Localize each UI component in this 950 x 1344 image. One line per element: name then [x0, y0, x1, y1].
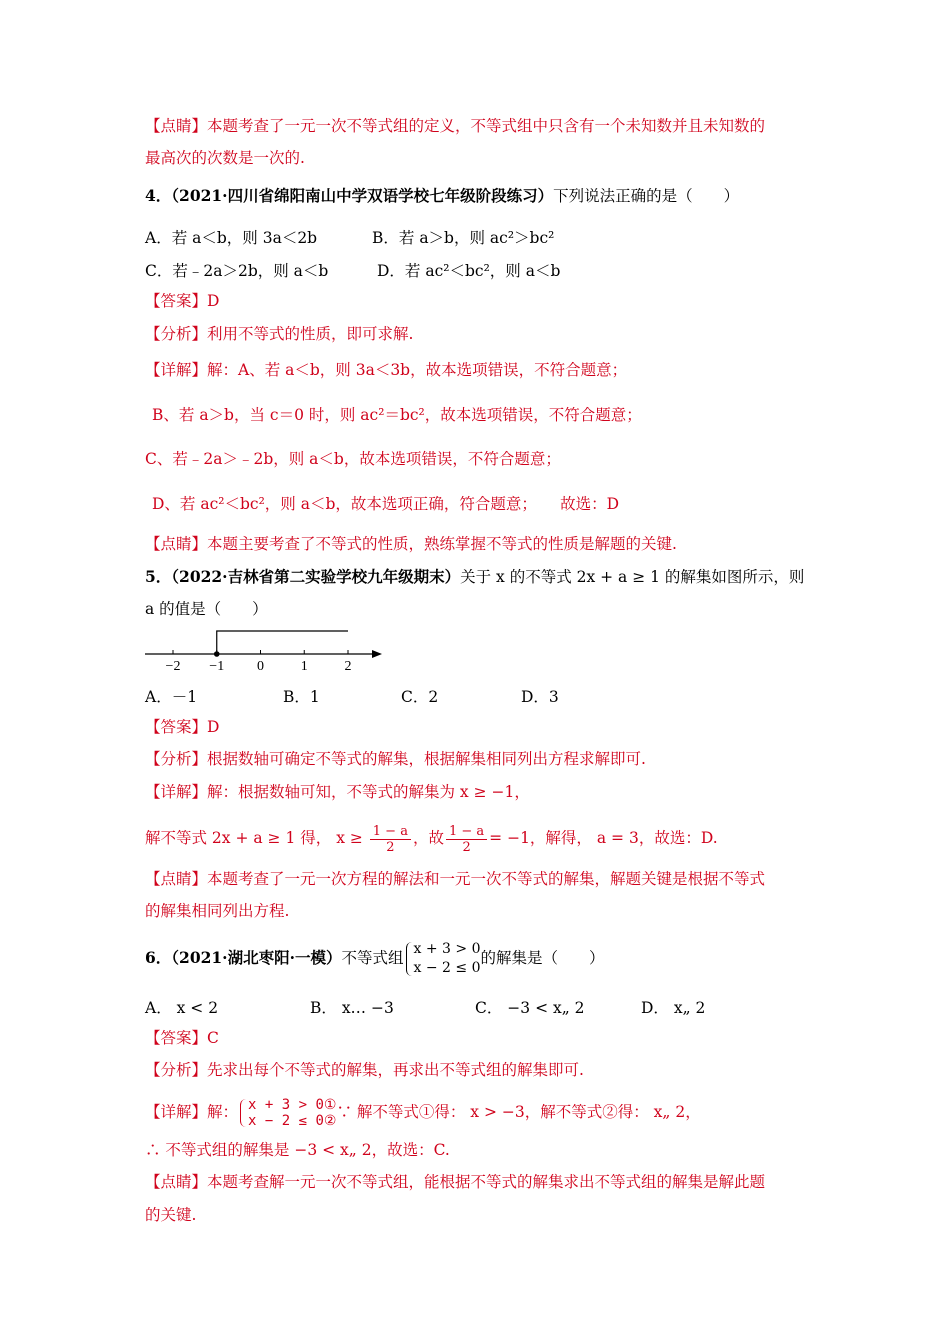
- q6-dianjing-line2: 的关键.: [145, 1206, 197, 1224]
- q6-system-line2: x − 2 ≤ 0: [413, 960, 481, 976]
- q6-stem-b: 的解集是（ ）: [480, 949, 605, 967]
- q6-stem: [145, 936, 605, 980]
- q5-question-line2: a 的值是（ ）: [145, 600, 268, 618]
- q4-option-a: A．若 a＜b，则 3a＜2b: [145, 229, 318, 247]
- q5-number-line: [140, 625, 390, 677]
- q6-option-d: D． x„ 2: [641, 999, 706, 1017]
- q6-detail-1b: ∵ 解不等式①得： x > −3，解不等式②得： x„ 2，: [336, 1103, 701, 1121]
- q4-detail-line2: B、若 a＞b，当 c＝0 时，则 ac²＝bc²，故本选项错误，不符合题意；: [152, 406, 642, 424]
- q3-dianjing-line2: 最高次的次数是一次的.: [145, 149, 305, 167]
- q5-fraction-2-num: 1 − a: [446, 824, 487, 840]
- q6-detail-system: [238, 1097, 336, 1129]
- q4-analysis: 【分析】利用不等式的性质，即可求解.: [145, 325, 414, 343]
- q5-option-a: A．－1: [145, 688, 198, 706]
- q5-dianjing-line2: 的解集相同列出方程.: [145, 902, 290, 920]
- numberline-tick-label: 2: [344, 659, 352, 674]
- q5-option-b: B．1: [283, 688, 320, 706]
- q5-option-c: C．2: [401, 688, 439, 706]
- q4-stem: [145, 186, 739, 206]
- numberline-tick-label: −1: [209, 659, 225, 674]
- q4-dianjing: 【点睛】本题主要考查了不等式的性质，熟练掌握不等式的性质是解题的关键.: [145, 535, 677, 553]
- numberline-solution-bracket: [217, 631, 348, 654]
- q6-system-line1: x + 3 > 0: [413, 941, 481, 957]
- numberline-tick-label: −2: [165, 659, 181, 674]
- q4-option-b: B．若 a＞b，则 ac²＞bc²: [372, 229, 555, 247]
- q5-detail-2b: x ≥: [336, 829, 363, 847]
- q5-option-d: D．3: [521, 688, 559, 706]
- q5-fraction-2: [446, 824, 487, 855]
- q5-dianjing-line1: 【点睛】本题考查了一元一次方程的解法和一元一次不等式的解集，解题关键是根据不等式: [145, 870, 766, 888]
- q5-stem: [145, 567, 804, 587]
- q6-option-a: A． x < 2: [145, 999, 219, 1017]
- q6-option-b: B． x… −3: [310, 999, 394, 1017]
- q4-detail-line3: C、若﹣2a＞﹣2b，则 a＜b，故本选项错误，不符合题意；: [145, 450, 561, 468]
- q4-option-c: C．若﹣2a＞2b，则 a＜b: [145, 262, 329, 280]
- q5-detail-2c: ，故: [412, 829, 444, 847]
- q5-detail-line2: [145, 818, 718, 858]
- q6-analysis: 【分析】先求出每个不等式的解集，再求出不等式组的解集即可.: [145, 1061, 584, 1079]
- q6-answer: 【答案】C: [145, 1029, 219, 1047]
- q6-number: 6．: [145, 948, 172, 967]
- q4-number: 4．: [145, 186, 172, 205]
- q6-stem-a: 不等式组: [341, 949, 404, 967]
- q5-number: 5．: [145, 567, 172, 586]
- q4-question: 下列说法正确的是（ ）: [553, 187, 740, 205]
- q5-fraction-1: [370, 824, 411, 855]
- q5-fraction-2-den: 2: [462, 839, 471, 855]
- q6-dianjing-line1: 【点睛】本题考查解一元一次不等式组，能根据不等式的解集求出不等式组的解集是解此题: [145, 1173, 766, 1191]
- q5-closed-point: [214, 651, 220, 657]
- q4-source: （2021·四川省绵阳南山中学双语学校七年级阶段练习）: [171, 186, 554, 205]
- q4-option-d: D．若 ac²＜bc²，则 a＜b: [377, 262, 561, 280]
- q5-source: （2022·吉林省第二实验学校九年级期末）: [171, 567, 461, 586]
- q6-detail-system-line1: x + 3 > 0①: [248, 1097, 337, 1113]
- q4-detail-line4: D、若 ac²＜bc²，则 a＜b，故本选项正确，符合题意； 故选：D: [152, 495, 620, 513]
- q5-question-line1: 关于 x 的不等式 2x + a ≥ 1 的解集如图所示，则: [460, 568, 805, 586]
- q3-dianjing-line1: 【点睛】本题考查了一元一次不等式组的定义，不等式组中只含有一个未知数并且未知数的: [145, 117, 766, 135]
- q6-detail-line2: ∴ 不等式组的解集是 −3 < x„ 2，故选：C.: [145, 1141, 450, 1159]
- q6-detail-1a: 【详解】解：: [145, 1103, 239, 1121]
- q6-source: （2021·湖北枣阳·一模）: [171, 948, 342, 967]
- q6-detail-system-line2: x − 2 ≤ 0②: [248, 1113, 337, 1129]
- q4-detail-line1: 【详解】解：A、若 a＜b，则 3a＜3b，故本选项错误，不符合题意；: [145, 361, 628, 379]
- q6-detail-line1: [145, 1094, 701, 1130]
- numberline-tick-label: 1: [300, 659, 308, 674]
- q6-inequality-system: [404, 940, 481, 978]
- q4-answer: 【答案】D: [145, 292, 220, 310]
- q5-detail-line1: 【详解】解：根据数轴可知，不等式的解集为 x ≥ −1，: [145, 783, 530, 801]
- q5-fraction-1-num: 1 − a: [370, 824, 411, 840]
- q5-detail-2e: a = 3，故选：D.: [596, 829, 718, 847]
- numberline-tick-label: 0: [257, 659, 264, 674]
- q5-answer: 【答案】D: [145, 718, 220, 736]
- q5-detail-2a: 解不等式 2x + a ≥ 1 得，: [145, 829, 332, 847]
- q5-detail-2d: = −1，解得，: [489, 829, 592, 847]
- q6-option-c: C． −3 < x„ 2: [475, 999, 585, 1017]
- q5-fraction-1-den: 2: [386, 839, 395, 855]
- q5-analysis: 【分析】根据数轴可确定不等式的解集，根据解集相同列出方程求解即可.: [145, 750, 646, 768]
